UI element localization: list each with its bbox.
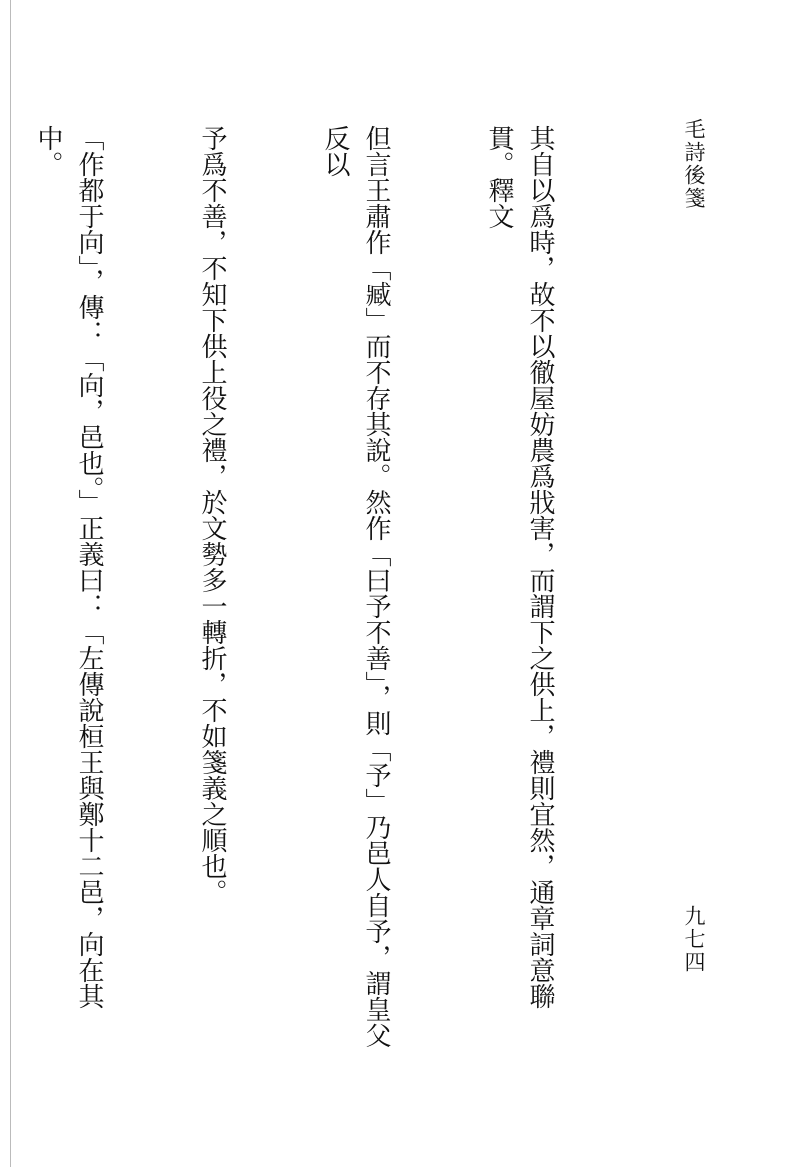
text-column-1: 其自以爲時，故不以徹屋妨農爲戕害，而謂下之供上，禮則宜然，通章詞意聯貫。釋文 xyxy=(484,125,555,1009)
running-title: 毛詩後箋 xyxy=(682,118,706,210)
text-column-2: 但言王肅作「臧」而不存其說。然作「曰予不善」，則「予」乃邑人自予，謂皇父反以 xyxy=(320,125,391,1048)
main-text-block xyxy=(33,125,642,1050)
text-column-3: 予爲不善，不知下供上役之禮，於文勢多一轉折，不如箋義之順也。 xyxy=(197,125,227,905)
page-number: 九七四 xyxy=(682,905,706,974)
text-column-4: 「作都于向」，傳：「向，邑也。」正義曰：「左傳說桓王與鄭十二邑，向在其中。 xyxy=(33,125,104,1009)
